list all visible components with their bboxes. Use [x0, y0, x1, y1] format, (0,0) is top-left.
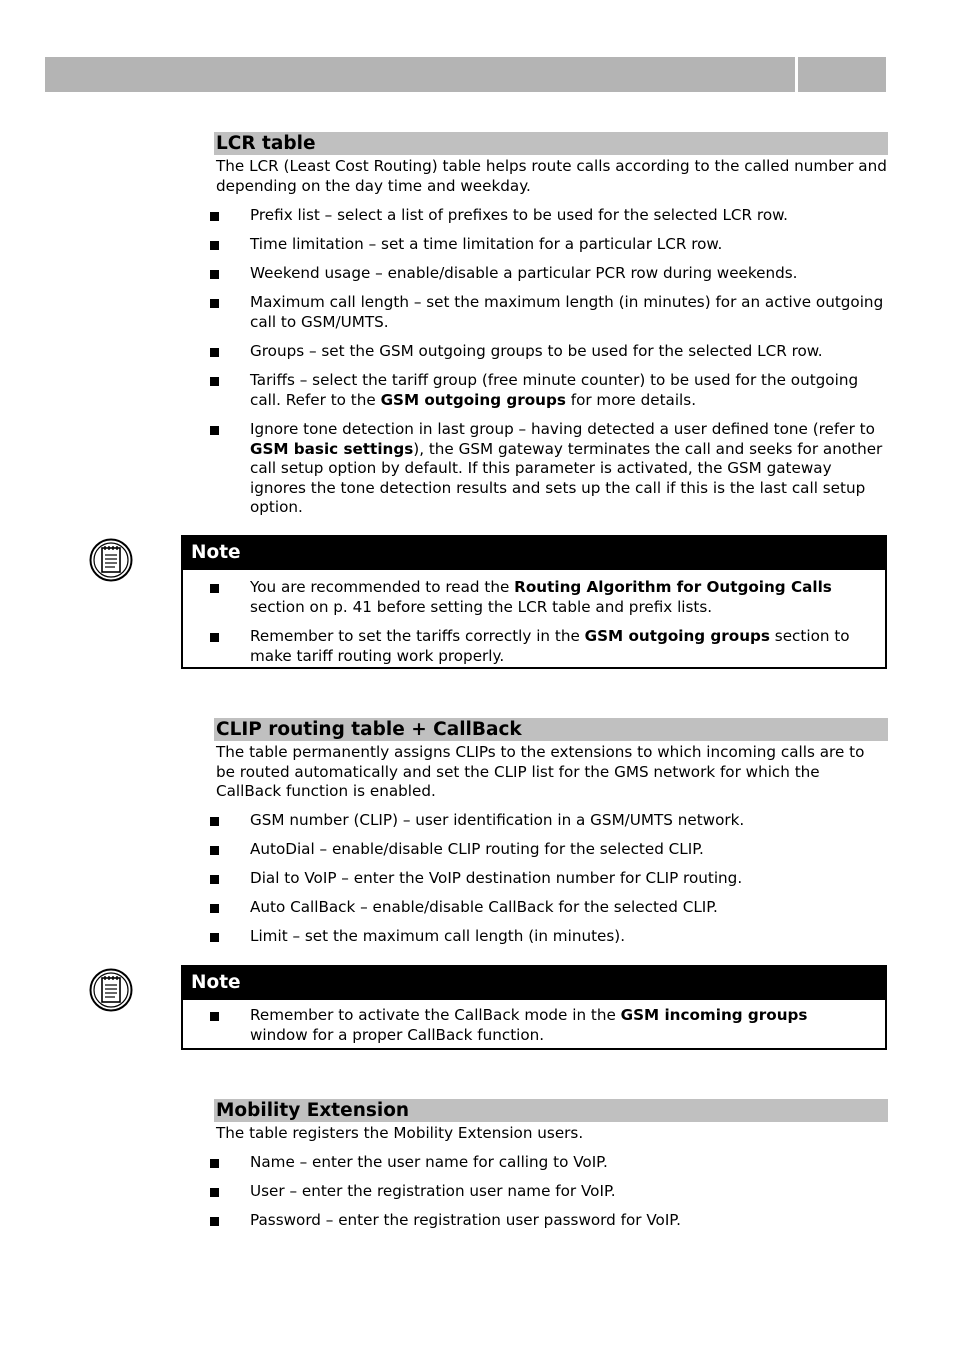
list-item-text: Groups – set the GSM outgoing groups to be used for the selected LCR row.	[250, 342, 823, 360]
notepad-icon	[88, 967, 134, 1013]
section-heading-clip: CLIP routing table + CallBack	[214, 718, 888, 741]
note-title: Note	[183, 537, 885, 570]
bullet-icon	[210, 1217, 219, 1226]
note-title: Note	[183, 967, 885, 1000]
bullet-icon	[210, 299, 219, 308]
text-run: ), the GSM gateway terminates the call and seeks for another call setup option by default. If this parameter is activated, the GSM gateway ignores the tone detection results and sets up the call if this is the last call setup option.	[250, 439, 883, 516]
bullet-icon	[210, 817, 219, 826]
bullet-icon	[210, 270, 219, 279]
bullet-icon	[210, 1159, 219, 1168]
link-gsm-outgoing-groups: GSM outgoing groups	[380, 390, 566, 409]
bullet-icon	[210, 875, 219, 884]
text-run: You are recommended to read the	[250, 578, 515, 596]
note-box	[181, 965, 887, 1050]
link-gsm-outgoing-groups: GSM outgoing groups	[584, 627, 770, 645]
list-item-text: Time limitation – set a time limitation for a particular LCR row.	[250, 235, 723, 253]
list-item-text	[250, 371, 890, 410]
mobility-intro: The table registers the Mobility Extension users.	[216, 1124, 584, 1142]
list-item-text: Dial to VoIP – enter the VoIP destination number for CLIP routing.	[250, 869, 743, 887]
list-item-text: Auto CallBack – enable/disable CallBack for the selected CLIP.	[250, 898, 718, 916]
list-item-text: Maximum call length – set the maximum length (in minutes) for an active outgoing call to GSM/UMTS.	[250, 293, 884, 331]
bullet-icon	[210, 933, 219, 942]
text-run: window for a proper CallBack function.	[250, 1025, 545, 1044]
bullet-icon	[210, 348, 219, 357]
bullet-icon	[210, 426, 219, 435]
text-run: section to make tariff routing work properly.	[250, 627, 850, 665]
section-heading-lcr: LCR table	[214, 132, 888, 155]
lcr-intro: The LCR (Least Cost Routing) table helps route calls according to the called number and depending on the day time and weekday.	[216, 157, 887, 195]
list-item-text: Name – enter the user name for calling to VoIP.	[250, 1153, 608, 1171]
note-list-item	[210, 1006, 885, 1045]
bullet-icon	[210, 584, 219, 593]
text-run: for more details.	[565, 390, 697, 409]
clip-intro: The table permanently assigns CLIPs to the extensions to which incoming calls are to be routed automatically and set the CLIP list for the GMS network for which the CallBack function is enabled.	[216, 743, 865, 800]
link-gsm-incoming-groups: GSM incoming groups	[620, 1006, 808, 1024]
bullet-icon	[210, 241, 219, 250]
bullet-icon	[210, 1188, 219, 1197]
text-run: Remember to activate the CallBack mode in the	[250, 1006, 621, 1024]
bullet-icon	[210, 1012, 219, 1021]
text-run: section on p. 41 before setting the LCR table and prefix lists.	[250, 597, 713, 616]
note-item-text	[250, 578, 850, 617]
bullet-icon	[210, 377, 219, 386]
list-item-text	[250, 420, 890, 518]
list-item-text: Prefix list – select a list of prefixes to be used for the selected LCR row.	[250, 206, 788, 224]
header-bar-page-box	[798, 57, 886, 92]
bullet-icon	[210, 212, 219, 221]
header-bar-main	[45, 57, 795, 92]
section-heading-mobility: Mobility Extension	[214, 1099, 888, 1122]
list-item-text: Limit – set the maximum call length (in minutes).	[250, 927, 626, 945]
list-item-text: Weekend usage – enable/disable a particular PCR row during weekends.	[250, 264, 798, 282]
link-routing-algorithm: Routing Algorithm for Outgoing Calls	[514, 578, 832, 596]
note-box	[181, 535, 887, 669]
list-item-text: GSM number (CLIP) – user identification in a GSM/UMTS network.	[250, 811, 745, 829]
list-item-text: Password – enter the registration user password for VoIP.	[250, 1211, 681, 1229]
note-item-text	[250, 627, 850, 666]
bullet-icon	[210, 846, 219, 855]
text-run: Remember to set the tariffs correctly in the	[250, 627, 585, 645]
text-run: Tariffs – select the tariff group (free minute counter) to be used for the outgoing call. Refer to the	[250, 371, 859, 409]
list-item-text: User – enter the registration user name for VoIP.	[250, 1182, 616, 1200]
notepad-icon	[88, 537, 134, 583]
page-header-bar	[45, 57, 886, 92]
link-gsm-basic-settings: GSM basic settings	[250, 439, 414, 458]
note-item-text	[250, 1006, 850, 1045]
bullet-icon	[210, 904, 219, 913]
note-list-item	[210, 627, 885, 666]
list-item-text: AutoDial – enable/disable CLIP routing for the selected CLIP.	[250, 840, 704, 858]
text-run: Ignore tone detection in last group – having detected a user defined tone (refer to	[250, 420, 875, 438]
bullet-icon	[210, 633, 219, 642]
note-list-item	[210, 578, 885, 617]
